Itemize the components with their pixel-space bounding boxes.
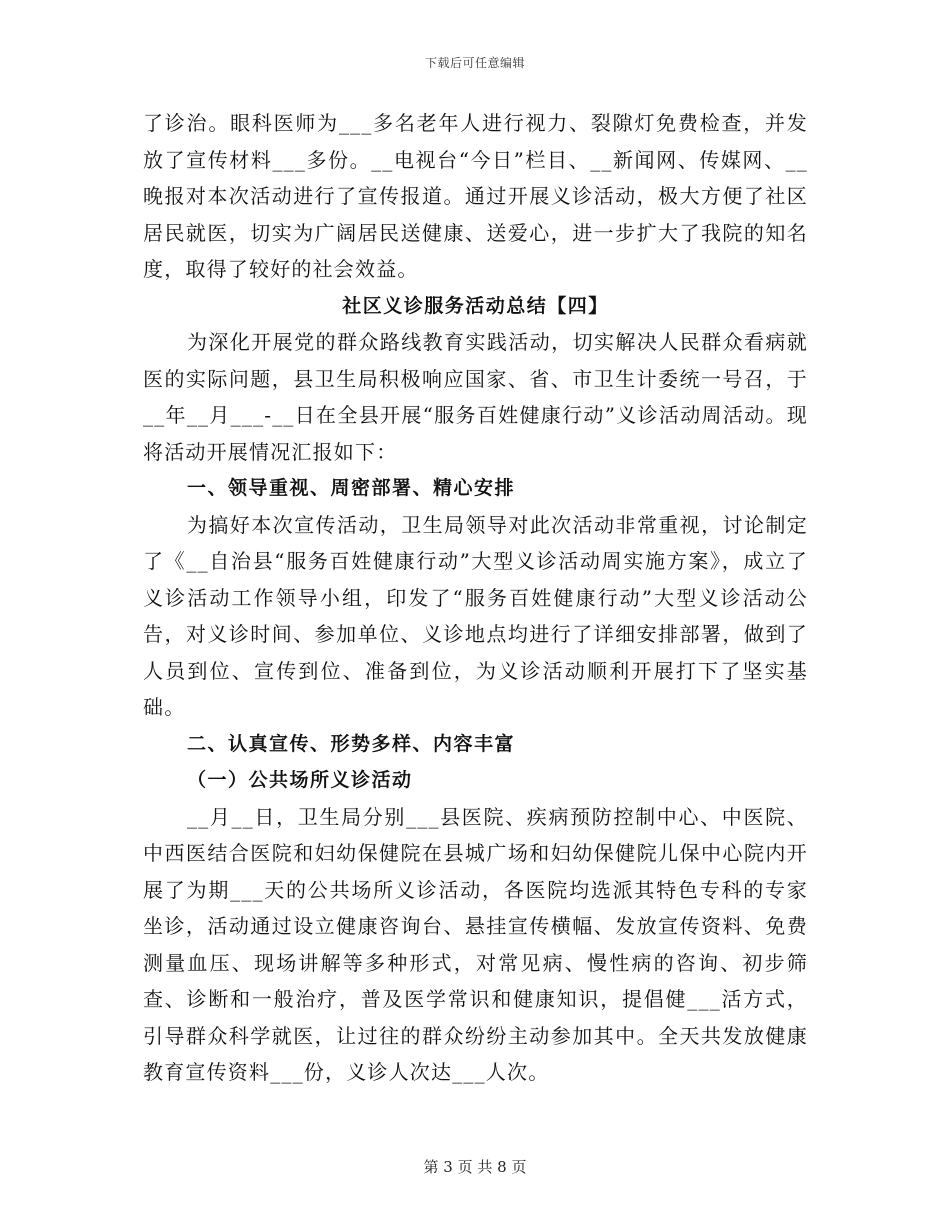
paragraph-continued: 了诊治。眼科医师为___多名老年人进行视力、裂隙灯免费检查，并发放了宣传材料___多份。__电视台“今日”栏目、__新闻网、传媒网、__晚报对本次活动进行了宣传报道。通过开展义诊活动，极大方便了社区居民就医，切实为广阔居民送健康、送爱心，进一步扩大了我院的知名度，取得了较好的社会效益。 — [143, 111, 808, 281]
heading-leadership: 一、领导重视、周密部署、精心安排 — [187, 477, 516, 499]
page-header-note: 下载后可任意编辑 — [424, 56, 525, 70]
document-body — [143, 105, 808, 1091]
heading-publicity: 二、认真宣传、形势多样、内容丰富 — [187, 732, 516, 755]
subheading-public-venue: （一）公共场所义诊活动 — [187, 769, 413, 791]
paragraph-intro: 为深化开展党的群众路线教育实践活动，切实解决人民群众看病就医的实际问题，县卫生局积极响应国家、省、市卫生计委统一号召，于__年__月___-__日在全县开展“服务百姓健康行动”义诊活动周活动。现将活动开展情况汇报如下： — [143, 330, 808, 464]
paragraph-public-venue: __月__日，卫生局分别___县医院、疾病预防控制中心、中医院、中西医结合医院和妇幼保健院在县城广场和妇幼保健院儿保中心院内开展了为期___天的公共场所义诊活动，各医院均选派其特色专科的专家坐诊，活动通过设立健康咨询台、悬挂宣传横幅、发放宣传资料、免费测量血压、现场讲解等多种形式，对常见病、慢性病的咨询、初步筛查、诊断和一般治疗，普及医学常识和健康知识，提倡健___活方式，引导群众科学就医，让过往的群众纷纷主动参加其中。全天共发放健康教育宣传资料___份，义诊人次达___人次。 — [143, 804, 808, 1084]
section-title: 社区义诊服务活动总结【四】 — [342, 294, 609, 317]
paragraph-leadership: 为搞好本次宣传活动，卫生局领导对此次活动非常重视，讨论制定了《__自治县“服务百姓健康行动”大型义诊活动周实施方案》，成立了义诊活动工作领导小组，印发了“服务百姓健康行动”大型义诊活动公告，对义诊时间、参加单位、义诊地点均进行了详细安排部署，做到了人员到位、宣传到位、准备到位，为义诊活动顺利开展打下了坚实基础。 — [143, 512, 808, 719]
page-number: 第 3 页 共 8 页 — [423, 1158, 527, 1176]
